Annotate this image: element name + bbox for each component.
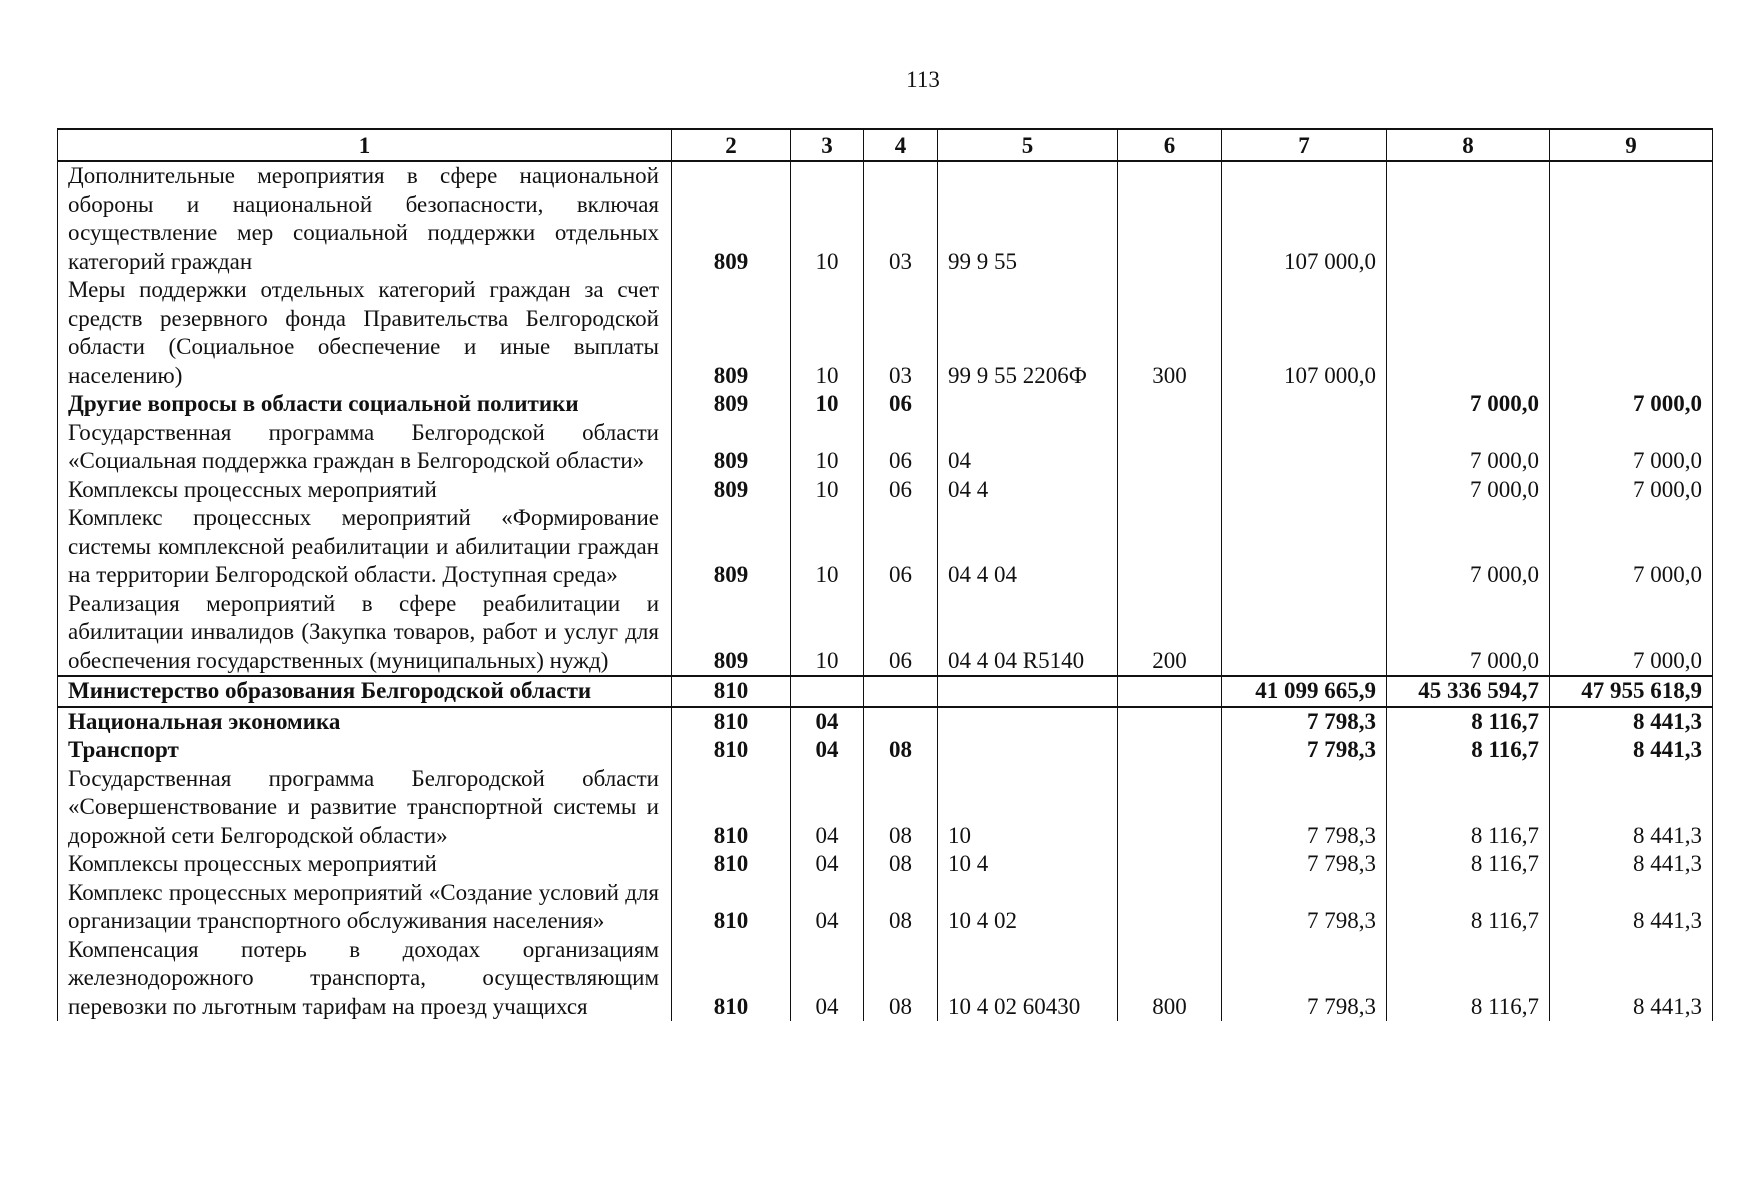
amount-col7: 7 798,3 (1222, 736, 1387, 765)
subsection-code: 06 (864, 476, 938, 505)
section-code: 10 (791, 590, 864, 677)
section-code: 04 (791, 850, 864, 879)
table-row (58, 936, 1713, 1022)
amount-col8: 7 000,0 (1387, 419, 1550, 476)
column-number-row (58, 129, 1713, 161)
subsection-code: 08 (864, 850, 938, 879)
amount-col9: 7 000,0 (1550, 419, 1713, 476)
target-article-code: 04 4 04 (938, 504, 1118, 590)
table-row (58, 765, 1713, 851)
ministry-code: 810 (672, 850, 791, 879)
ministry-code: 809 (672, 419, 791, 476)
table-row (58, 476, 1713, 505)
ministry-code: 810 (672, 676, 791, 707)
row-description: Комплекс процессных мероприятий «Формирование системы комплексной реабилитации и абилитации граждан на территории Белгородской области. Доступная среда» (58, 504, 672, 590)
ministry-code: 810 (672, 765, 791, 851)
amount-col9: 8 441,3 (1550, 736, 1713, 765)
amount-col8: 7 000,0 (1387, 476, 1550, 505)
amount-col7: 7 798,3 (1222, 707, 1387, 737)
target-article-code: 04 (938, 419, 1118, 476)
table-row (58, 390, 1713, 419)
expense-type-code (1118, 707, 1222, 737)
page-number: 113 (906, 67, 940, 92)
subsection-code: 03 (864, 276, 938, 390)
target-article-code: 10 4 02 (938, 879, 1118, 936)
amount-col8: 7 000,0 (1387, 590, 1550, 677)
amount-col9: 47 955 618,9 (1550, 676, 1713, 707)
subsection-code (864, 676, 938, 707)
row-description: Дополнительные мероприятия в сфере национальной обороны и национальной безопасности, включая осуществление мер социальной поддержки отдельных категорий граждан (58, 161, 672, 276)
table-row (58, 707, 1713, 737)
column-header: 8 (1387, 129, 1550, 161)
amount-col7: 7 798,3 (1222, 879, 1387, 936)
target-article-code: 10 (938, 765, 1118, 851)
target-article-code (938, 676, 1118, 707)
amount-col7: 107 000,0 (1222, 276, 1387, 390)
amount-col8: 8 116,7 (1387, 936, 1550, 1022)
amount-col7 (1222, 590, 1387, 677)
table-row (58, 879, 1713, 936)
column-header: 9 (1550, 129, 1713, 161)
subsection-code (864, 707, 938, 737)
row-description: Комплексы процессных мероприятий (58, 850, 672, 879)
row-description: Реализация мероприятий в сфере реабилитации и абилитации инвалидов (Закупка товаров, работ и услуг для обеспечения государственных (муниципальных) нужд) (58, 590, 672, 677)
column-header: 4 (864, 129, 938, 161)
amount-col7: 107 000,0 (1222, 161, 1387, 276)
section-code: 10 (791, 476, 864, 505)
target-article-code: 99 9 55 2206Ф (938, 276, 1118, 390)
target-article-code: 10 4 02 60430 (938, 936, 1118, 1022)
section-code: 10 (791, 161, 864, 276)
column-header: 7 (1222, 129, 1387, 161)
table-row (58, 276, 1713, 390)
amount-col9: 7 000,0 (1550, 390, 1713, 419)
budget-table (57, 128, 1713, 1021)
expense-type-code (1118, 765, 1222, 851)
section-code: 10 (791, 390, 864, 419)
amount-col9: 8 441,3 (1550, 936, 1713, 1022)
expense-type-code (1118, 419, 1222, 476)
row-description: Компенсация потерь в доходах организациям железнодорожного транспорта, осуществляющим перевозки по льготным тарифам на проезд учащихся (58, 936, 672, 1022)
subsection-code: 06 (864, 590, 938, 677)
subsection-code: 03 (864, 161, 938, 276)
expense-type-code: 800 (1118, 936, 1222, 1022)
amount-col9 (1550, 161, 1713, 276)
section-code (791, 676, 864, 707)
table-row (58, 419, 1713, 476)
table-row (58, 590, 1713, 677)
target-article-code (938, 390, 1118, 419)
target-article-code (938, 707, 1118, 737)
ministry-code: 809 (672, 476, 791, 505)
row-description: Государственная программа Белгородской области «Социальная поддержка граждан в Белгородской области» (58, 419, 672, 476)
row-description: Комплексы процессных мероприятий (58, 476, 672, 505)
amount-col9: 8 441,3 (1550, 879, 1713, 936)
section-code: 10 (791, 276, 864, 390)
column-header: 5 (938, 129, 1118, 161)
section-code: 10 (791, 419, 864, 476)
amount-col9 (1550, 276, 1713, 390)
subsection-code: 08 (864, 936, 938, 1022)
ministry-code: 810 (672, 736, 791, 765)
ministry-code: 809 (672, 276, 791, 390)
table-row-ministry (58, 676, 1713, 707)
amount-col8: 45 336 594,7 (1387, 676, 1550, 707)
subsection-code: 08 (864, 879, 938, 936)
table-row (58, 161, 1713, 276)
amount-col7 (1222, 476, 1387, 505)
target-article-code (938, 736, 1118, 765)
ministry-code: 810 (672, 879, 791, 936)
ministry-code: 810 (672, 936, 791, 1022)
table-row (58, 504, 1713, 590)
amount-col8 (1387, 161, 1550, 276)
amount-col9: 8 441,3 (1550, 707, 1713, 737)
expense-type-code (1118, 850, 1222, 879)
expense-type-code (1118, 879, 1222, 936)
column-header: 1 (58, 129, 672, 161)
amount-col9: 8 441,3 (1550, 850, 1713, 879)
ministry-code: 809 (672, 590, 791, 677)
row-description: Комплекс процессных мероприятий «Создание условий для организации транспортного обслуживания населения» (58, 879, 672, 936)
amount-col7: 7 798,3 (1222, 936, 1387, 1022)
amount-col8: 8 116,7 (1387, 850, 1550, 879)
amount-col9: 7 000,0 (1550, 590, 1713, 677)
target-article-code: 04 4 (938, 476, 1118, 505)
section-code: 10 (791, 504, 864, 590)
expense-type-code (1118, 390, 1222, 419)
subsection-code: 06 (864, 419, 938, 476)
expense-type-code (1118, 676, 1222, 707)
section-code: 04 (791, 736, 864, 765)
row-description: Меры поддержки отдельных категорий граждан за счет средств резервного фонда Правительства Белгородской области (Социальное обеспечение и иные выплаты населению) (58, 276, 672, 390)
row-description: Национальная экономика (58, 707, 672, 737)
table-row (58, 850, 1713, 879)
amount-col8: 7 000,0 (1387, 390, 1550, 419)
amount-col8 (1387, 276, 1550, 390)
target-article-code: 04 4 04 R5140 (938, 590, 1118, 677)
expense-type-code (1118, 504, 1222, 590)
section-code: 04 (791, 765, 864, 851)
subsection-code: 08 (864, 736, 938, 765)
amount-col7: 41 099 665,9 (1222, 676, 1387, 707)
expense-type-code (1118, 161, 1222, 276)
target-article-code: 99 9 55 (938, 161, 1118, 276)
amount-col8: 8 116,7 (1387, 879, 1550, 936)
expense-type-code: 300 (1118, 276, 1222, 390)
amount-col7: 7 798,3 (1222, 765, 1387, 851)
section-code: 04 (791, 936, 864, 1022)
section-code: 04 (791, 879, 864, 936)
ministry-code: 809 (672, 504, 791, 590)
column-header: 2 (672, 129, 791, 161)
amount-col8: 7 000,0 (1387, 504, 1550, 590)
expense-type-code (1118, 476, 1222, 505)
amount-col9: 7 000,0 (1550, 476, 1713, 505)
section-code: 04 (791, 707, 864, 737)
expense-type-code (1118, 736, 1222, 765)
amount-col8: 8 116,7 (1387, 765, 1550, 851)
amount-col8: 8 116,7 (1387, 707, 1550, 737)
amount-col7 (1222, 504, 1387, 590)
subsection-code: 08 (864, 765, 938, 851)
column-header: 6 (1118, 129, 1222, 161)
amount-col7 (1222, 390, 1387, 419)
column-header: 3 (791, 129, 864, 161)
table-row (58, 736, 1713, 765)
target-article-code: 10 4 (938, 850, 1118, 879)
ministry-code: 809 (672, 161, 791, 276)
expense-type-code: 200 (1118, 590, 1222, 677)
amount-col8: 8 116,7 (1387, 736, 1550, 765)
row-description: Государственная программа Белгородской области «Совершенствование и развитие транспортной системы и дорожной сети Белгородской области» (58, 765, 672, 851)
row-description: Министерство образования Белгородской области (58, 676, 672, 707)
ministry-code: 810 (672, 707, 791, 737)
row-description: Другие вопросы в области социальной политики (58, 390, 672, 419)
amount-col7: 7 798,3 (1222, 850, 1387, 879)
row-description: Транспорт (58, 736, 672, 765)
amount-col9: 8 441,3 (1550, 765, 1713, 851)
subsection-code: 06 (864, 390, 938, 419)
amount-col9: 7 000,0 (1550, 504, 1713, 590)
ministry-code: 809 (672, 390, 791, 419)
subsection-code: 06 (864, 504, 938, 590)
amount-col7 (1222, 419, 1387, 476)
